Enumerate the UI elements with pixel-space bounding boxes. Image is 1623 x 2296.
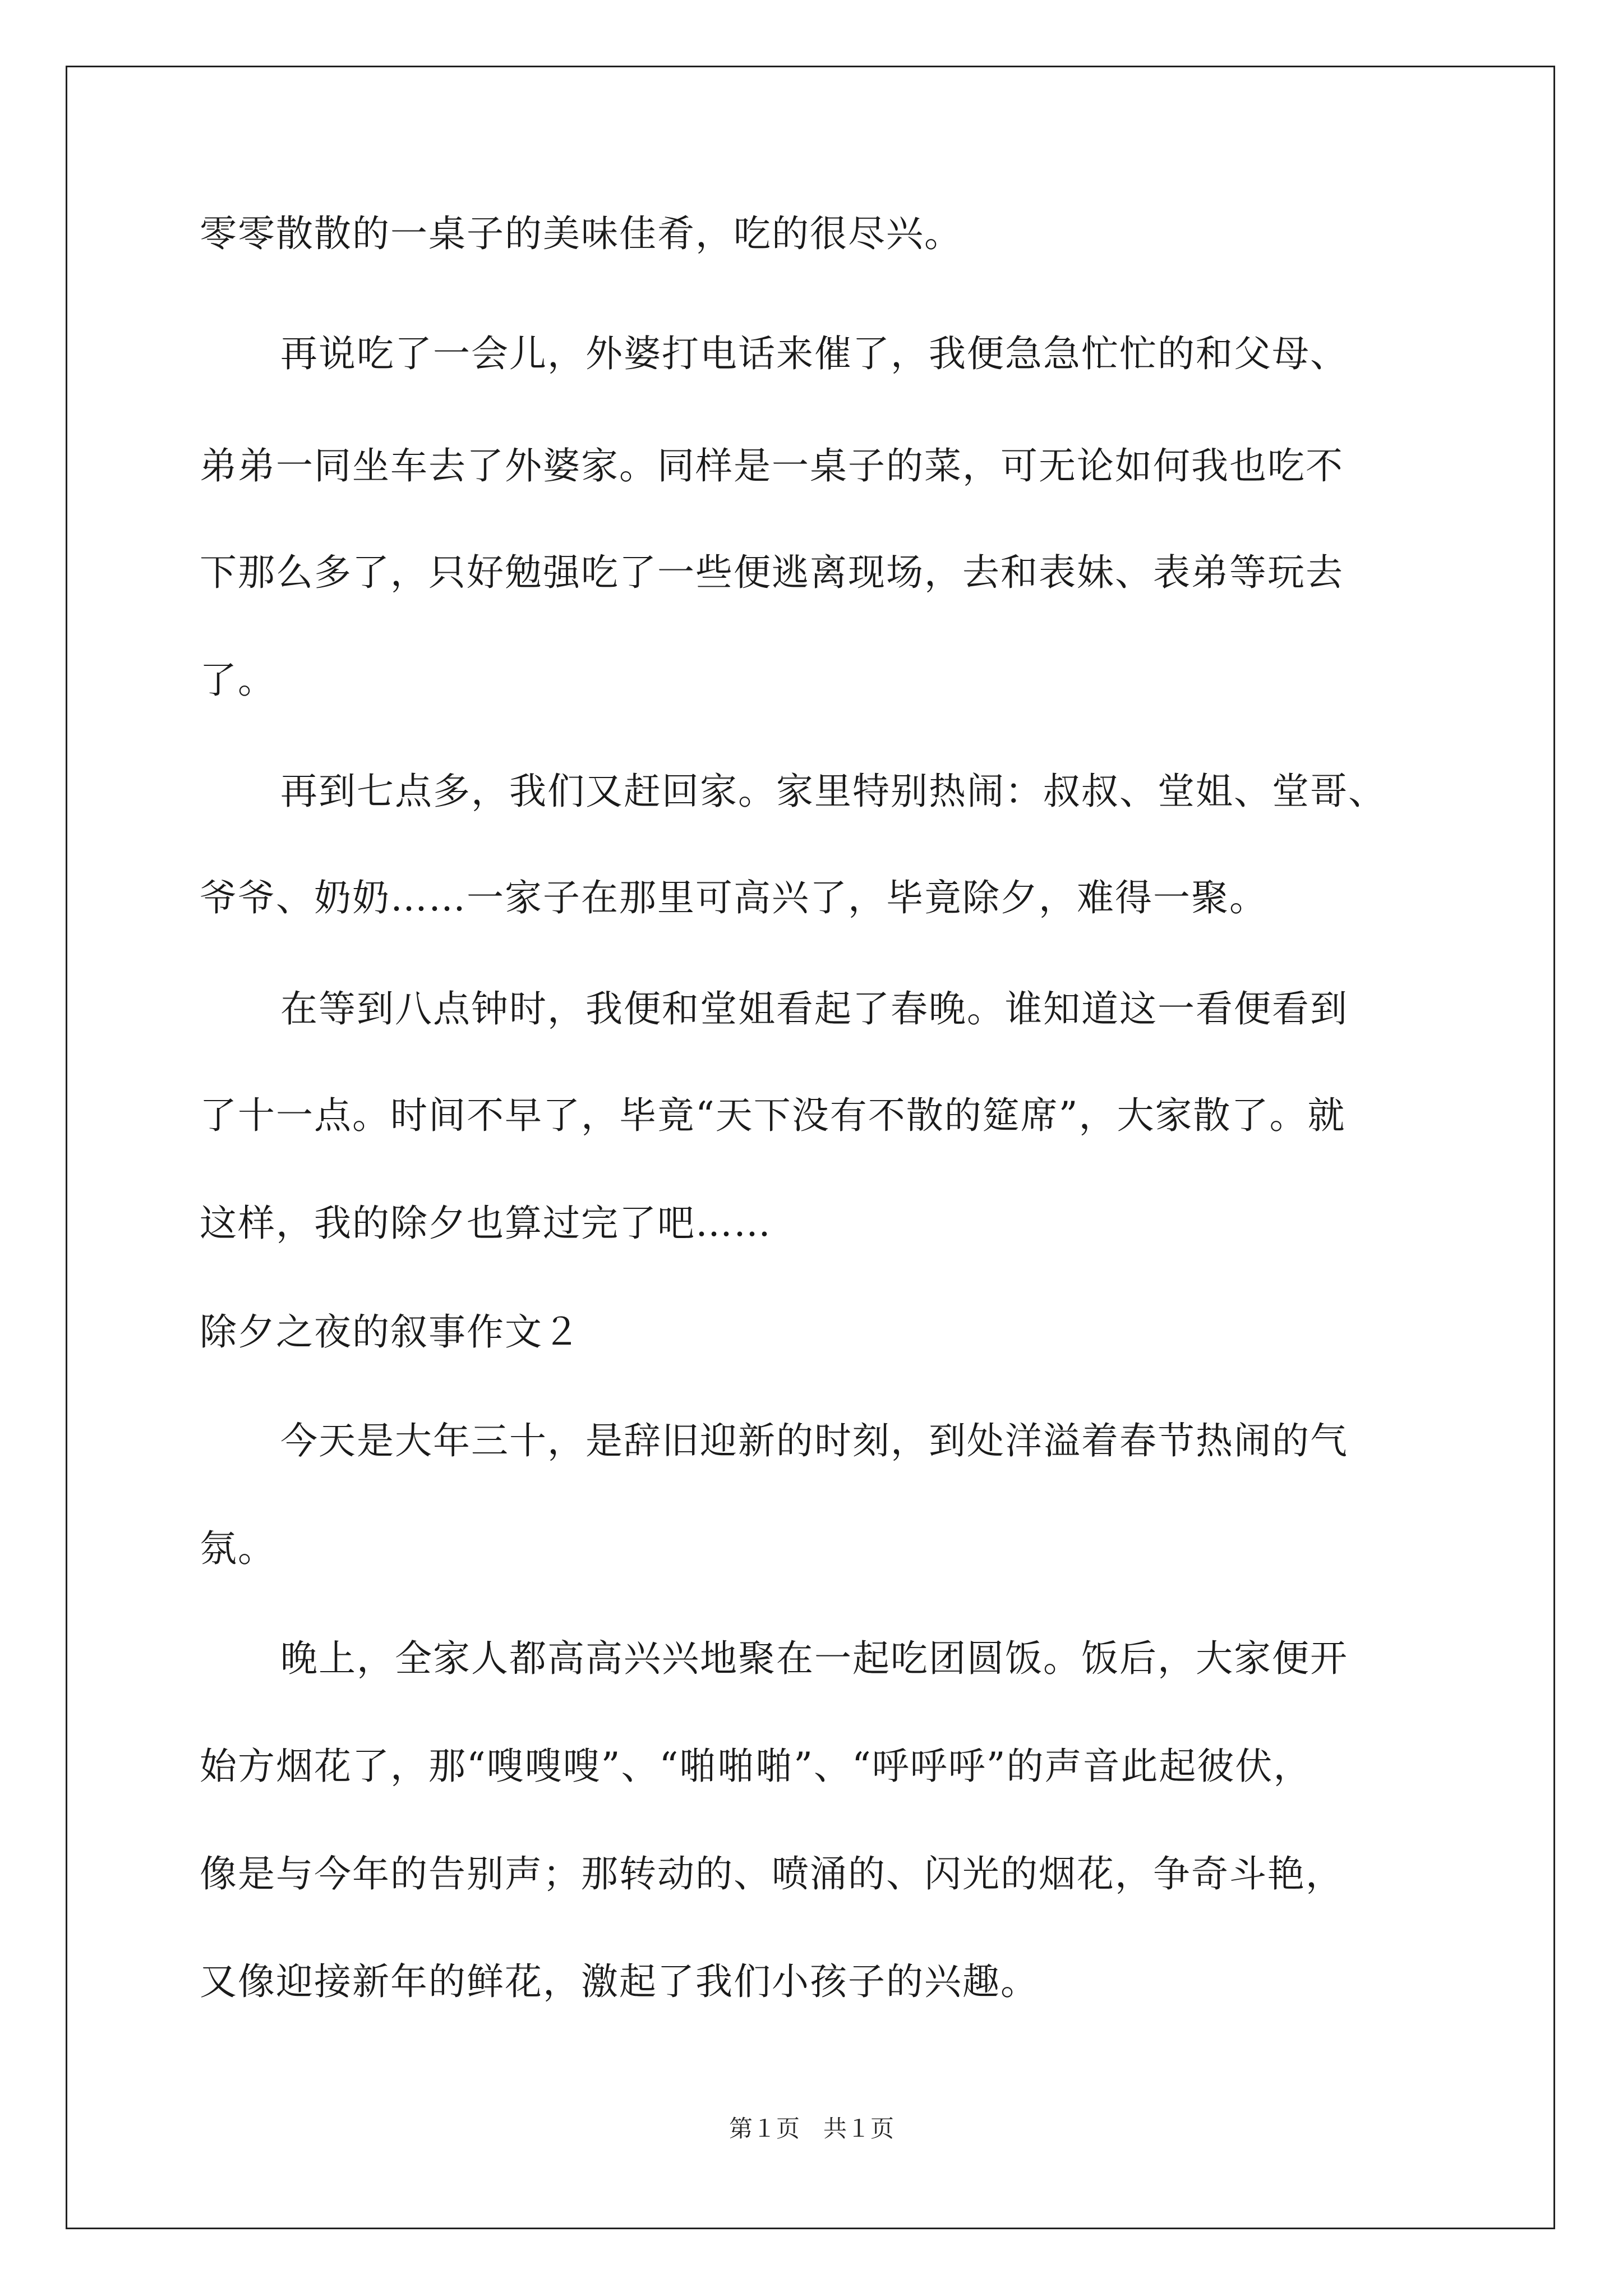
body-line: 又像迎接新年的鲜花，激起了我们小孩子的兴趣。 [200,1960,1039,2003]
body-line: 这样，我的除夕也算过完了吧…… [200,1202,772,1245]
body-line: 了。 [200,659,276,702]
paragraph-first-line: 晚上，全家人都高高兴兴地聚在一起吃团圆饭。饭后，大家便开 [280,1637,1348,1680]
body-line: 下那么多了，只好勉强吃了一些便逃离现场，去和表妹、表弟等玩去 [200,551,1344,594]
section-title: 除夕之夜的叙事作文２ [200,1310,581,1354]
paragraph-first-line: 再到七点多，我们又赶回家。家里特别热闹：叔叔、堂姐、堂哥、 [280,770,1386,813]
body-line: 了十一点。时间不早了，毕竟“天下没有不散的筵席”，大家散了。就 [200,1094,1346,1137]
body-line: 零零散散的一桌子的美味佳肴，吃的很尽兴。 [200,212,962,255]
body-line: 像是与今年的告别声；那转动的、喷涌的、闪光的烟花，争奇斗艳， [200,1852,1344,1895]
body-line: 始方烟花了，那“嗖嗖嗖”、“啪啪啪”、“呼呼呼”的声音此起彼伏， [200,1745,1312,1788]
body-line: 氛。 [200,1527,276,1570]
paragraph-first-line: 今天是大年三十，是辞旧迎新的时刻，到处洋溢着春节热闹的气 [280,1419,1348,1462]
page-number-footer: 第１页 共１页 [728,2115,894,2142]
paragraph-first-line: 再说吃了一会儿，外婆打电话来催了，我便急急忙忙的和父母、 [280,332,1348,375]
body-line: 爷爷、奶奶……一家子在那里可高兴了，毕竟除夕，难得一聚。 [200,876,1267,919]
body-line: 弟弟一同坐车去了外婆家。同样是一桌子的菜，可无论如何我也吃不 [200,444,1344,487]
paragraph-first-line: 在等到八点钟时，我便和堂姐看起了春晚。谁知道这一看便看到 [280,987,1348,1030]
page-border [66,66,1555,2229]
